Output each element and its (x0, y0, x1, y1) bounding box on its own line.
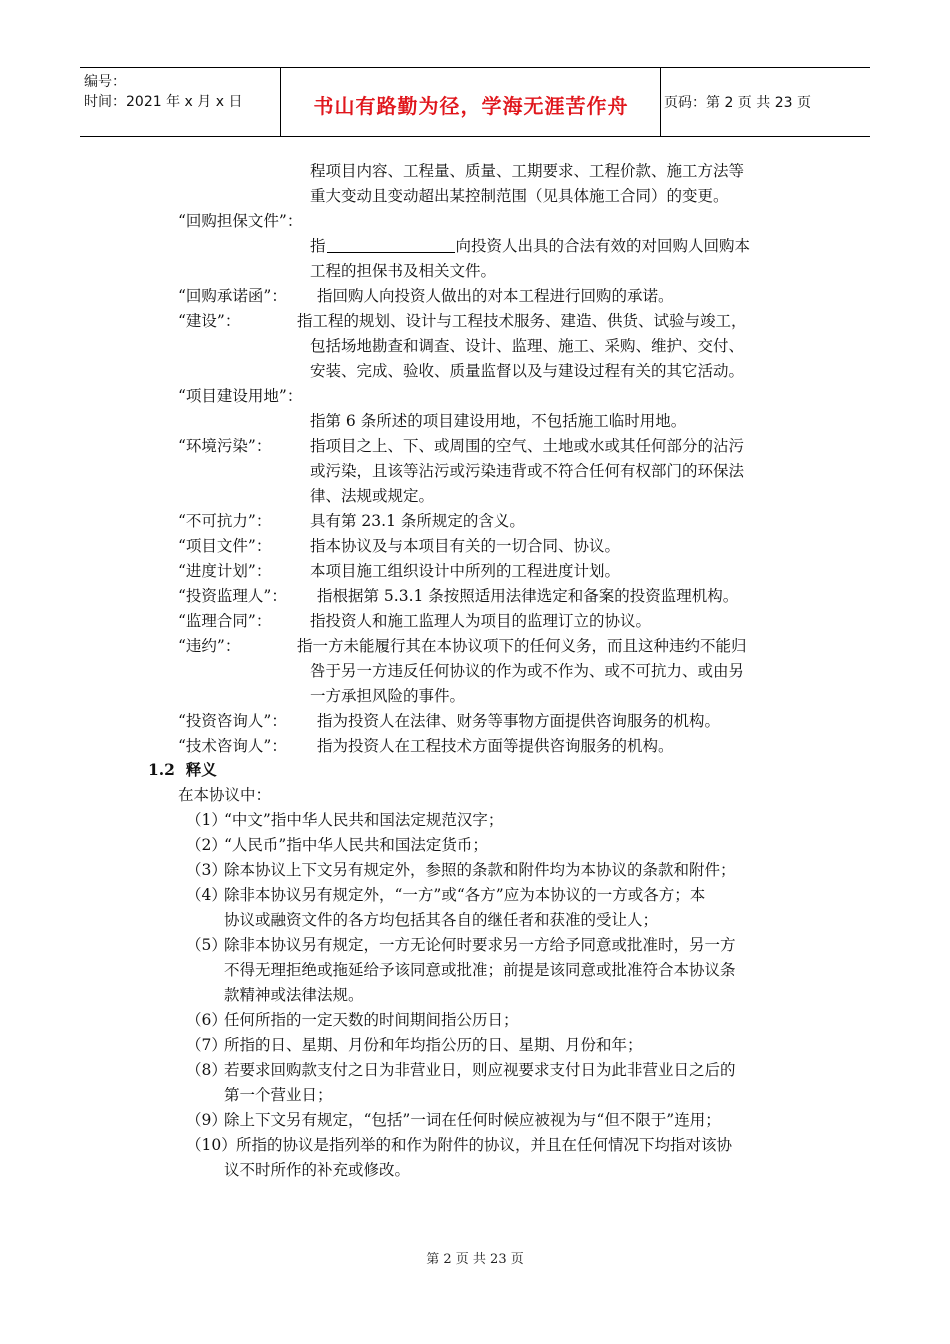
header-page-info: 页码：第 2 页 共 23 页 (664, 95, 811, 111)
page-footer: 第 2 页 共 23 页 (426, 1252, 524, 1267)
definition-continuation: 重大变动且变动超出某控制范围（见具体施工合同）的变更。 (310, 187, 729, 205)
interpretation-item: “人民币”指中华人民共和国法定货币； (224, 836, 488, 854)
document-number-label: 编号： (84, 74, 126, 90)
definition-text: 指 (310, 237, 326, 255)
definition-force-majeure: 具有第 23.1 条所规定的含义。 (310, 512, 525, 530)
document-time-label: 时间：2021 年 x 月 x 日 (84, 94, 243, 110)
term-construction: “建设”： (178, 312, 241, 330)
interpretation-item: 除非本协议另有规定外，“一方”或“各方”应为本协议的一方或各方；本 (224, 886, 706, 904)
item-number: （8） (186, 1061, 227, 1079)
header-meta (84, 72, 242, 112)
definition-construction: 安装、完成、验收、质量监督以及与建设过程有关的其它活动。 (310, 362, 745, 380)
interpretation-item: 若要求回购款支付之日为非营业日，则应视要求支付日为此非营业日之后的 (224, 1061, 736, 1079)
definition-construction: 指工程的规划、设计与工程技术服务、建造、供货、试验与竣工， (297, 312, 747, 330)
term-technical-consultant: “技术咨询人”： (178, 737, 287, 755)
definition-pollution: 指项目之上、下、或周围的空气、土地或水或其任何部分的沾污 (310, 437, 745, 455)
item-number: （2） (186, 836, 227, 854)
definition-breach: 咎于另一方违反任何协议的作为或不作为、或不可抗力、或由另 (310, 662, 745, 680)
term-repurchase-letter: “回购承诺函”： (178, 287, 287, 305)
section-number: 1.2 (148, 760, 175, 779)
definition-pollution: 律、法规或规定。 (310, 487, 435, 505)
blank-line (327, 237, 455, 253)
header-divider (660, 68, 661, 136)
term-project-documents: “项目文件”： (178, 537, 272, 555)
page-header (80, 67, 870, 137)
definition-investment-supervisor: 指根据第 5.3.1 条按照适用法律选定和备案的投资监理机构。 (317, 587, 739, 605)
interpretation-item: 第一个营业日； (224, 1086, 333, 1104)
item-number: （7） (186, 1036, 227, 1054)
interpretation-item: “中文”指中华人民共和国法定规范汉字； (224, 811, 504, 829)
interpretation-item: 除本协议上下文另有规定外，参照的条款和附件均为本协议的条款和附件； (224, 861, 736, 879)
definition-repurchase-guarantee-line2: 工程的担保书及相关文件。 (310, 262, 497, 280)
section-intro: 在本协议中： (178, 786, 272, 804)
section-title: 释义 (185, 760, 217, 779)
term-repurchase-guarantee: “回购担保文件”： (178, 212, 303, 230)
interpretation-item: 协议或融资文件的各方均包括其各自的继任者和获准的受让人； (224, 911, 659, 929)
interpretation-item: 款精神或法律法规。 (224, 986, 364, 1004)
definition-construction: 包括场地勘查和调查、设计、监理、施工、采购、维护、交付、 (310, 337, 745, 355)
interpretation-item: 除上下文另有规定，“包括”一词在任何时候应被视为与“但不限于”连用； (224, 1111, 721, 1129)
interpretation-item: 除非本协议另有规定，一方无论何时要求另一方给予同意或批准时，另一方 (224, 936, 736, 954)
term-investment-consultant: “投资咨询人”： (178, 712, 287, 730)
definition-repurchase-letter: 指回购人向投资人做出的对本工程进行回购的承诺。 (317, 287, 674, 305)
interpretation-item: 议不时所作的补充或修改。 (224, 1161, 411, 1179)
interpretation-item: 所指的日、星期、月份和年均指公历的日、星期、月份和年； (224, 1036, 643, 1054)
definition-project-documents: 指本协议及与本项目有关的一切合同、协议。 (310, 537, 621, 555)
item-number: （10） (186, 1136, 237, 1154)
item-number: （6） (186, 1011, 227, 1029)
definition-investment-consultant: 指为投资人在法律、财务等事物方面提供咨询服务的机构。 (317, 712, 721, 730)
definition-supervision-contract: 指投资人和施工监理人为项目的监理订立的协议。 (310, 612, 652, 630)
definition-repurchase-guarantee (310, 236, 750, 256)
header-motto: 书山有路勤为径，学海无涯苦作舟 (313, 94, 629, 118)
term-supervision-contract: “监理合同”： (178, 612, 272, 630)
item-number: （9） (186, 1111, 227, 1129)
definition-continuation: 程项目内容、工程量、质量、工期要求、工程价款、施工方法等 (310, 162, 745, 180)
definition-breach: 指一方未能履行其在本协议项下的任何义务，而且这种违约不能归 (297, 637, 747, 655)
definition-text: 向投资人出具的合法有效的对回购人回购本 (455, 237, 751, 255)
term-project-land: “项目建设用地”： (178, 387, 303, 405)
header-divider (280, 68, 281, 136)
interpretation-item: 任何所指的一定天数的时间期间指公历日； (224, 1011, 519, 1029)
term-investment-supervisor: “投资监理人”： (178, 587, 287, 605)
item-number: （4） (186, 886, 227, 904)
definition-breach: 一方承担风险的事件。 (310, 687, 466, 705)
definition-pollution: 或污染，且该等沾污或污染违背或不符合任何有权部门的环保法 (310, 462, 745, 480)
definition-schedule: 本项目施工组织设计中所列的工程进度计划。 (310, 562, 621, 580)
item-number: （1） (186, 811, 227, 829)
interpretation-item: 不得无理拒绝或拖延给予该同意或批准；前提是该同意或批准符合本协议条 (224, 961, 736, 979)
definition-project-land: 指第 6 条所述的项目建设用地，不包括施工临时用地。 (310, 412, 687, 430)
definition-technical-consultant: 指为投资人在工程技术方面等提供咨询服务的机构。 (317, 737, 674, 755)
section-heading (148, 760, 217, 780)
term-force-majeure: “不可抗力”： (178, 512, 272, 530)
item-number: （3） (186, 861, 227, 879)
interpretation-item: 所指的协议是指列举的和作为附件的协议，并且在任何情况下均指对该协 (236, 1136, 733, 1154)
term-breach: “违约”： (178, 637, 241, 655)
term-schedule: “进度计划”： (178, 562, 272, 580)
term-pollution: “环境污染”： (178, 437, 272, 455)
item-number: （5） (186, 936, 227, 954)
